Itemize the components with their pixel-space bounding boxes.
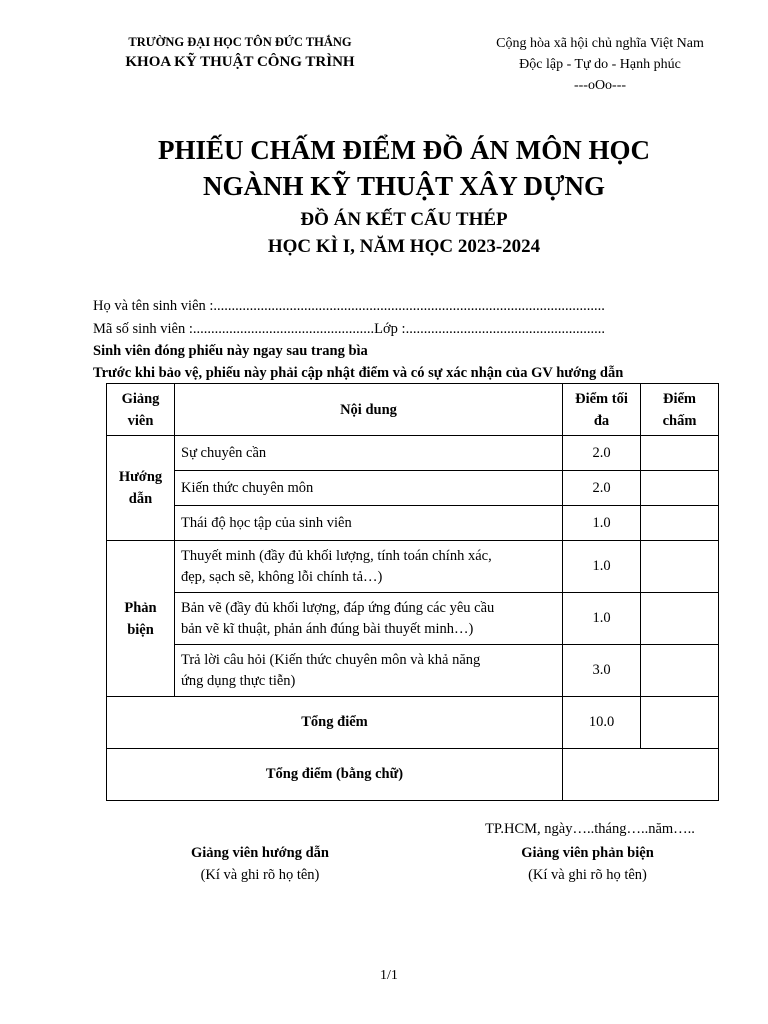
criterion-score-cell[interactable]	[641, 506, 719, 541]
advisor-signature-block	[130, 842, 390, 886]
page-number: 1/1	[380, 968, 398, 983]
university-name: TRƯỜNG ĐẠI HỌC TÔN ĐỨC THẮNG	[128, 35, 352, 49]
header-left	[80, 34, 400, 73]
header-lecturer: Giảng viên	[107, 384, 175, 436]
student-id-field[interactable]: Mã số sinh viên :..................................................	[93, 321, 375, 337]
table-header-row	[107, 384, 719, 436]
header-right	[455, 33, 745, 96]
header-given-score: Điểm chấm	[641, 384, 719, 436]
advisor-note: (Kí và ghi rõ họ tên)	[200, 867, 320, 883]
table-row	[107, 436, 719, 471]
student-name-field[interactable]: Họ và tên sinh viên :............................................................................................................	[93, 298, 605, 314]
header-content: Nội dung	[175, 384, 563, 436]
criterion-score-cell[interactable]	[641, 593, 719, 645]
document-subtitle-project: ĐỒ ÁN KẾT CẤU THÉP	[300, 209, 508, 230]
criterion-score-cell[interactable]	[641, 541, 719, 593]
group-reviewer: Phản biện	[107, 541, 175, 697]
republic-name: Cộng hòa xã hội chủ nghĩa Việt Nam	[496, 36, 704, 51]
grading-table	[106, 383, 719, 801]
instruction-note-1: Sinh viên đóng phiếu này ngay sau trang bìa	[93, 343, 368, 359]
table-row	[107, 645, 719, 697]
criterion-content: Thuyết minh (đầy đủ khối lượng, tính toán chính xác, đẹp, sạch sẽ, không lỗi chính tả…)	[175, 541, 563, 593]
criterion-content: Kiến thức chuyên môn	[175, 471, 563, 506]
criterion-content: Thái độ học tập của sinh viên	[175, 506, 563, 541]
national-motto: Độc lập - Tự do - Hạnh phúc	[519, 57, 681, 72]
total-label: Tổng điểm	[107, 697, 563, 749]
group-advisor: Hướng dẫn	[107, 436, 175, 541]
total-row	[107, 697, 719, 749]
reviewer-title: Giảng viên phản biện	[521, 845, 654, 861]
header-max-score: Điểm tối đa	[563, 384, 641, 436]
student-id-class-line	[93, 319, 605, 339]
criterion-score-cell[interactable]	[641, 436, 719, 471]
date-line: TP.HCM, ngày…..tháng…..năm…..	[485, 821, 695, 837]
instruction-note-2: Trước khi bảo vệ, phiếu này phải cập nhật điểm và có sự xác nhận của GV hướng dẫn	[93, 365, 624, 381]
criterion-content: Sự chuyên cần	[175, 436, 563, 471]
reviewer-note: (Kí và ghi rõ họ tên)	[528, 867, 647, 883]
header-ornament: ---oOo---	[573, 78, 627, 93]
document-subtitle-major: NGÀNH KỸ THUẬT XÂY DỰNG	[202, 171, 606, 201]
criterion-max: 1.0	[563, 593, 641, 645]
table-row	[107, 471, 719, 506]
table-row	[107, 593, 719, 645]
criterion-score-cell[interactable]	[641, 645, 719, 697]
criterion-max: 3.0	[563, 645, 641, 697]
table-row	[107, 506, 719, 541]
criterion-max: 2.0	[563, 436, 641, 471]
faculty-name: KHOA KỸ THUẬT CÔNG TRÌNH	[125, 54, 355, 70]
class-field[interactable]: Lớp :.......................................................	[374, 321, 605, 337]
total-score-cell[interactable]	[641, 697, 719, 749]
criterion-max: 2.0	[563, 471, 641, 506]
criterion-max: 1.0	[563, 506, 641, 541]
criterion-max: 1.0	[563, 541, 641, 593]
total-words-label: Tổng điểm (bằng chữ)	[107, 749, 563, 801]
criterion-score-cell[interactable]	[641, 471, 719, 506]
total-words-cell[interactable]	[563, 749, 719, 801]
advisor-title: Giảng viên hướng dẫn	[190, 845, 329, 861]
document-subtitle-semester: HỌC KÌ I, NĂM HỌC 2023-2024	[267, 236, 541, 257]
document-title: PHIẾU CHẤM ĐIỂM ĐỒ ÁN MÔN HỌC	[158, 135, 650, 165]
table-row	[107, 541, 719, 593]
criterion-content: Bản vẽ (đầy đủ khối lượng, đáp ứng đúng các yêu cầu bản vẽ kĩ thuật, phản ánh đúng bài thuyết minh…)	[175, 593, 563, 645]
total-words-row	[107, 749, 719, 801]
total-max: 10.0	[563, 697, 641, 749]
reviewer-signature-block	[455, 842, 720, 886]
criterion-content: Trả lời câu hỏi (Kiến thức chuyên môn và khả năng ứng dụng thực tiễn)	[175, 645, 563, 697]
